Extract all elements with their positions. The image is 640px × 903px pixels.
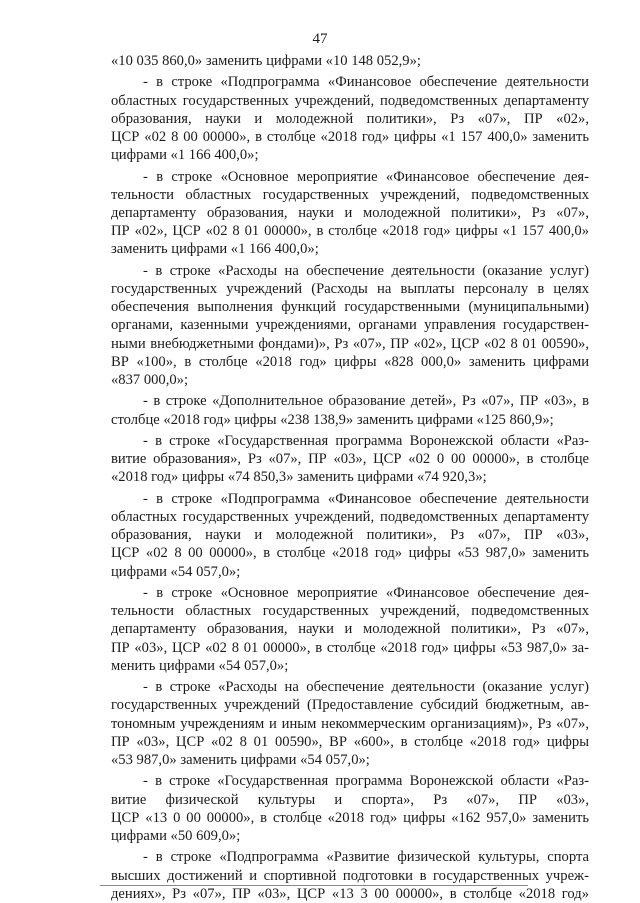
text-line: тономным учреждениям и иным некоммерческим организациям)», Рз «07», bbox=[111, 715, 589, 732]
text-line: ПР «02», ЦСР «02 8 01 00000», в столбце «2018 год» цифры «1 157 400,0» bbox=[111, 223, 589, 240]
text-line: тельности областных государственных учреждений, подведомственных bbox=[111, 186, 589, 203]
text-line: департаменту образования, науки и молодежной политики», Рз «07», bbox=[111, 205, 589, 221]
text-line: образования, науки и молодежной политики», Рз «07», ПР «02», bbox=[111, 110, 589, 127]
amendment-paragraph bbox=[111, 168, 589, 259]
text-line: - в строке «Подпрограмма «Финансовое обеспечение деятельности bbox=[143, 490, 589, 507]
text-line: столбце «2018 год» цифры «238 138,9» заменить цифрами «125 860,9»; bbox=[111, 411, 554, 428]
text-line: - в строке «Подпрограмма «Финансовое обеспечение деятельности bbox=[143, 74, 589, 91]
amendment-paragraph bbox=[111, 490, 589, 581]
amendment-paragraph bbox=[111, 848, 589, 903]
text-line: ЦСР «13 0 00 00000», в столбце «2018 год» цифры «162 957,0» заменить bbox=[111, 809, 589, 826]
text-line: - в строке «Дополнительное образование детей», Рз «07», ПР «03», в bbox=[143, 393, 589, 410]
amendment-paragraph bbox=[111, 392, 589, 428]
text-line: - в строке «Основное мероприятие «Финансовое обеспечение дея- bbox=[143, 168, 589, 185]
text-line: цифрами «50 609,0»; bbox=[111, 828, 241, 845]
text-line: областных государственных учреждений, подведомственных департаменту bbox=[111, 92, 589, 109]
text-line: органами, казенными учреждениями, органами управления государствен- bbox=[111, 317, 589, 334]
text-line: дениях», Рз «07», ПР «03», ЦСР «13 3 00 00000», в столбце «2018 год» bbox=[111, 885, 589, 902]
text-line: ВР «100», в столбце «2018 год» цифры «828 000,0» заменить цифрами bbox=[111, 353, 589, 370]
text-line: менить цифрами «54 057,0»; bbox=[111, 657, 289, 674]
text-line: «837 000,0»; bbox=[111, 372, 189, 389]
text-line: витие физической культуры и спорта», Рз «07», ПР «03», bbox=[111, 791, 589, 808]
page-number: 47 bbox=[312, 31, 328, 47]
text-line: тельности областных государственных учреждений, подведомственных bbox=[111, 603, 589, 620]
text-line: государственных учреждений (Расходы на выплаты персоналу в целях bbox=[111, 281, 589, 297]
amendment-paragraph bbox=[111, 52, 589, 70]
text-line: цифрами «54 057,0»; bbox=[111, 563, 241, 580]
amendment-paragraph bbox=[111, 73, 589, 164]
text-line: - в строке «Расходы на обеспечение деятельности (оказание услуг) bbox=[143, 262, 589, 279]
text-line: - в строке «Основное мероприятие «Финансовое обеспечение дея- bbox=[143, 585, 589, 601]
text-line: - в строке «Государственная программа Воронежской области «Раз- bbox=[143, 433, 589, 449]
text-line: областных государственных учреждений, подведомственных департаменту bbox=[111, 509, 589, 525]
text-line: ными внебюджетными фондами)», Рз «07», ПР «02», ЦСР «02 8 01 00590», bbox=[111, 335, 589, 352]
body-text bbox=[111, 52, 589, 903]
text-line: «2018 год» цифры «74 850,3» заменить цифрами «74 920,3»; bbox=[111, 469, 487, 486]
text-line: высших достижений и спортивной подготовки в государственных учреж- bbox=[111, 867, 589, 884]
text-line: - в строке «Расходы на обеспечение деятельности (оказание услуг) bbox=[143, 679, 589, 696]
amendment-paragraph bbox=[111, 678, 589, 769]
page-bottom-rule bbox=[100, 885, 528, 886]
text-line: ПР «03», ЦСР «02 8 01 00590», ВР «600», в столбце «2018 год» цифры bbox=[111, 733, 589, 750]
amendment-paragraph bbox=[111, 584, 589, 675]
text-line: - в строке «Подпрограмма «Развитие физической культуры, спорта bbox=[143, 849, 589, 866]
text-line: образования, науки и молодежной политики», Рз «07», ПР «03», bbox=[111, 527, 589, 544]
amendment-paragraph bbox=[111, 262, 589, 389]
text-line: заменить цифрами «1 166 400,0»; bbox=[111, 241, 319, 258]
text-line: «53 987,0» заменить цифрами «54 057,0»; bbox=[111, 752, 370, 769]
amendment-paragraph bbox=[111, 432, 589, 487]
amendment-paragraph bbox=[111, 772, 589, 845]
text-line: государственных учреждений (Предоставление субсидий бюджетным, ав- bbox=[111, 697, 589, 714]
text-line: цифрами «1 166 400,0»; bbox=[111, 147, 259, 164]
text-line: витие образования», Рз «07», ПР «03», ЦСР «02 0 00 00000», в столбце bbox=[111, 451, 589, 468]
text-line: «10 035 860,0» заменить цифрами «10 148 052,9»; bbox=[111, 53, 421, 69]
text-line: ЦСР «02 8 00 00000», в столбце «2018 год» цифры «53 987,0» заменить bbox=[111, 545, 589, 562]
text-line: ПР «03», ЦСР «02 8 01 00000», в столбце «2018 год» цифры «53 987,0» за- bbox=[111, 639, 589, 656]
text-line: обеспечения выполнения функций государственными (муниципальными) bbox=[111, 299, 589, 316]
text-line: - в строке «Государственная программа Воронежской области «Раз- bbox=[143, 773, 589, 790]
text-line: департаменту образования, науки и молодежной политики», Рз «07», bbox=[111, 621, 589, 638]
text-line: ЦСР «02 8 00 00000», в столбце «2018 год» цифры «1 157 400,0» заменить bbox=[111, 129, 589, 145]
